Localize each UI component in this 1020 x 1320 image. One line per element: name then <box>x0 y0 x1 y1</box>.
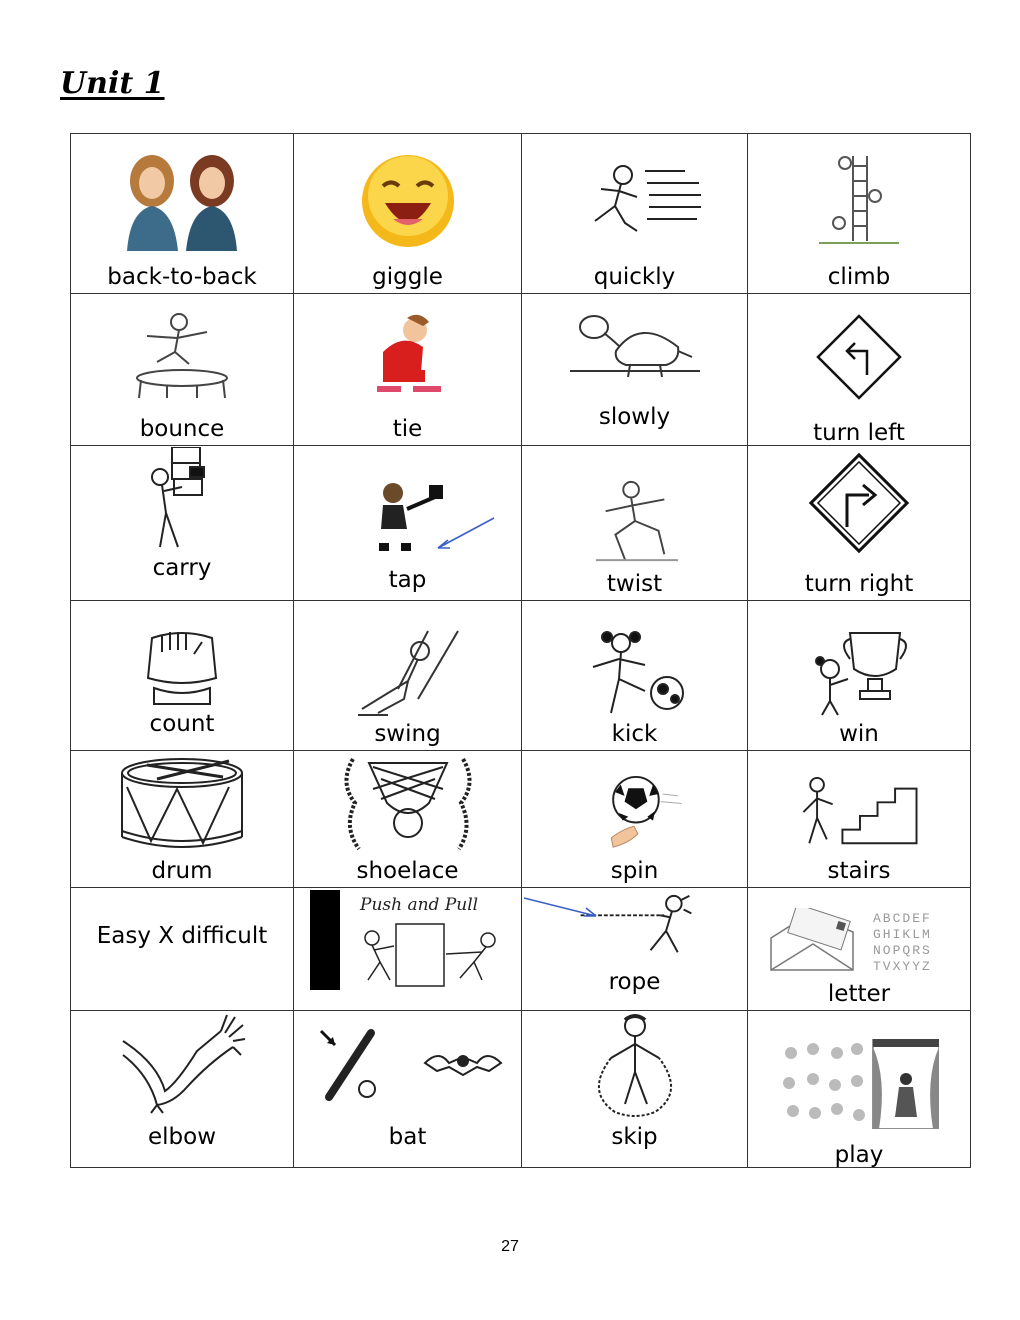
tortoise-icon <box>522 302 747 395</box>
word-cell <box>71 601 294 751</box>
svg-text:ABCDEF: ABCDEF <box>873 911 932 926</box>
table-row <box>71 751 971 888</box>
word-label: rope <box>608 969 661 995</box>
theatre-stage-icon <box>748 1035 970 1133</box>
word-cell <box>294 134 522 294</box>
word-cell <box>748 888 971 1011</box>
word-label: kick <box>611 721 658 747</box>
word-label: climb <box>827 264 891 290</box>
word-cell <box>294 751 522 888</box>
word-cell <box>522 134 748 294</box>
word-label: swing <box>374 721 441 747</box>
twisting-figure-icon <box>522 476 747 564</box>
svg-text:GHIKLM: GHIKLM <box>873 927 932 942</box>
svg-text:NOPQRS: NOPQRS <box>873 943 932 958</box>
word-label: tap <box>388 567 427 593</box>
word-cell <box>294 601 522 751</box>
word-label: turn left <box>813 420 905 446</box>
child-skipping-rope-icon <box>522 1011 747 1121</box>
girl-with-trophy-icon <box>748 627 970 720</box>
table-row <box>71 134 971 294</box>
word-cell <box>522 446 748 601</box>
word-label: back-to-back <box>107 264 257 290</box>
child-on-swing-icon <box>294 627 521 720</box>
table-row <box>71 601 971 751</box>
word-cell <box>522 1011 748 1168</box>
word-cell <box>71 294 294 446</box>
word-cell <box>522 601 748 751</box>
girl-tying-shoe-icon <box>294 302 521 411</box>
word-label: bounce <box>139 416 225 442</box>
word-cell <box>748 134 971 294</box>
table-row <box>71 888 971 1011</box>
push-and-pull-icon <box>294 890 521 990</box>
word-cell <box>522 751 748 888</box>
turn-left-sign-icon <box>748 302 970 411</box>
word-label: shoelace <box>356 858 459 884</box>
word-cell <box>748 601 971 751</box>
word-label: Easy X difficult <box>96 923 268 949</box>
word-cell <box>71 134 294 294</box>
word-label: spin <box>610 858 659 884</box>
word-cell <box>71 888 294 1011</box>
word-label: twist <box>606 571 663 597</box>
word-label: turn right <box>804 571 914 597</box>
shoe-with-laces-icon <box>294 751 521 855</box>
person-climbing-stairs-icon <box>748 775 970 853</box>
word-cell <box>748 751 971 888</box>
push-and-pull-caption: Push and Pull <box>359 895 478 915</box>
word-label: quickly <box>593 264 676 290</box>
trampoline-jump-icon <box>71 302 293 411</box>
word-cell <box>522 294 748 446</box>
running-boy-icon <box>522 142 747 259</box>
turn-right-sign-icon <box>748 446 970 560</box>
word-label: play <box>834 1142 884 1168</box>
climbing-ladder-icon <box>748 142 970 259</box>
word-cell <box>522 888 748 1011</box>
word-label: carry <box>152 555 212 581</box>
word-cell <box>71 446 294 601</box>
word-label: giggle <box>372 264 443 290</box>
word-cell <box>71 1011 294 1168</box>
word-cell <box>748 446 971 601</box>
vocabulary-table <box>70 133 971 1168</box>
word-label: slowly <box>598 404 671 430</box>
word-label: stairs <box>827 858 891 884</box>
word-cell <box>748 294 971 446</box>
word-cell <box>71 751 294 888</box>
man-carrying-boxes-icon <box>71 446 293 552</box>
arm-elbow-icon <box>71 1011 293 1121</box>
counting-fingers-icon <box>71 625 293 710</box>
page-title: Unit 1 <box>60 66 165 101</box>
page-number: 27 <box>501 1238 519 1255</box>
word-cell <box>294 446 522 601</box>
envelope-and-alphabet-icon <box>748 906 970 980</box>
table-row <box>71 294 971 446</box>
svg-text:TVXYYZ: TVXYYZ <box>873 959 932 974</box>
word-cell <box>294 294 522 446</box>
two-girls-back-to-back-icon <box>71 142 293 259</box>
word-label: skip <box>611 1124 658 1150</box>
word-label: elbow <box>147 1124 217 1150</box>
word-cell <box>748 1011 971 1168</box>
girl-kicking-ball-icon <box>522 627 747 720</box>
word-label: tie <box>392 416 423 442</box>
table-row <box>71 446 971 601</box>
word-cell <box>294 888 522 1011</box>
word-cell <box>294 1011 522 1168</box>
laughing-emoji-icon <box>294 142 521 259</box>
pointer-arrow-icon <box>522 896 602 920</box>
word-label: drum <box>151 858 213 884</box>
drum-icon <box>71 751 293 855</box>
baseball-bat-and-bat-animal-icon <box>294 1013 521 1121</box>
pointer-arrow-icon <box>432 516 498 552</box>
table-row <box>71 1011 971 1168</box>
word-label: win <box>839 721 879 747</box>
word-label: bat <box>388 1124 427 1150</box>
word-label: letter <box>827 981 891 1007</box>
word-label: count <box>149 711 215 737</box>
ball-spinning-on-finger-icon <box>522 775 747 851</box>
